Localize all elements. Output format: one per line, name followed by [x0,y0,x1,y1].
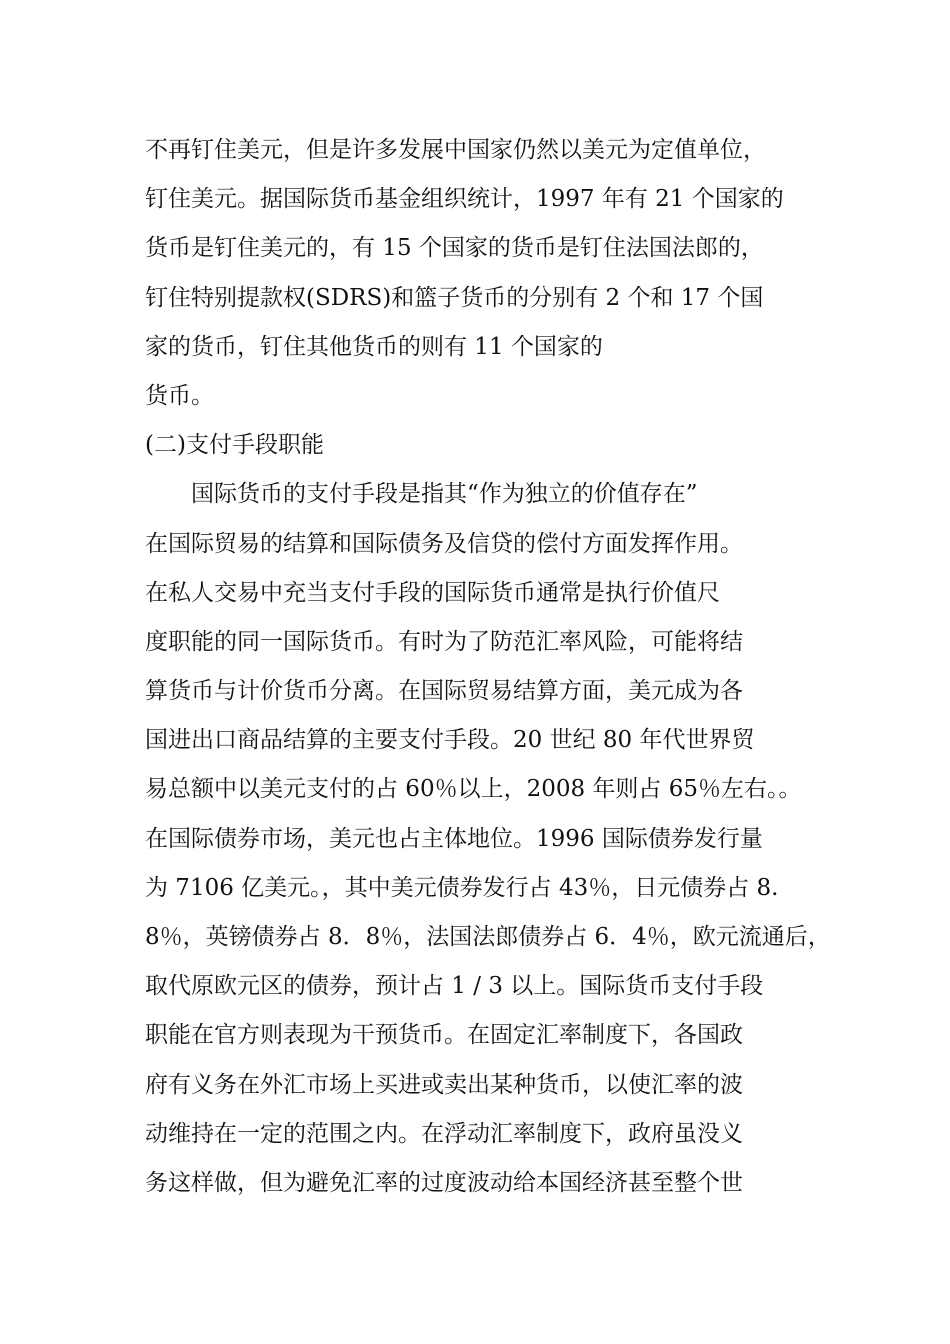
text-line: 钉住特别提款权(SDRS)和篮子货币的分别有 2 个和 17 个国 [145,284,764,311]
text-line: 货币。 [145,382,214,409]
paragraph-first-line: 国际货币的支付手段是指其“作为独立的价值存在” [191,481,698,508]
section-heading: (二)支付手段职能 [145,432,324,459]
text-line: 在私人交易中充当支付手段的国际货币通常是执行价值尺 [145,579,720,606]
text-line: 职能在官方则表现为干预货币。在固定汇率制度下，各国政 [145,1022,743,1049]
text-line: 家的货币，钉住其他货币的则有 11 个国家的 [145,333,603,360]
text-line: 国进出口商品结算的主要支付手段。20 世纪 80 年代世界贸 [145,727,755,754]
text-line: 在国际贸易的结算和国际债务及信贷的偿付方面发挥作用。 [145,530,743,557]
body-text [145,126,831,1208]
text-line: 在国际债券市场，美元也占主体地位。1996 国际债券发行量 [145,825,763,852]
text-line: 货币是钉住美元的，有 15 个国家的货币是钉住法国法郎的， [145,235,764,262]
text-line: 务这样做，但为避免汇率的过度波动给本国经济甚至整个世 [145,1169,743,1196]
text-line: 取代原欧元区的债券，预计占 1 / 3 以上。国际货币支付手段 [145,973,764,1000]
text-line: 府有义务在外汇市场上买进或卖出某种货币，以使汇率的波 [145,1071,743,1098]
text-line: 8％，英镑债券占 8．8％，法国法郎债券占 6．4％，欧元流通后， [145,924,831,950]
text-line: 为 7106 亿美元。，其中美元债券发行占 43％，日元债券占 8. [145,874,779,901]
text-line: 算货币与计价货币分离。在国际贸易结算方面，美元成为各 [145,678,743,705]
text-line: 不再钉住美元，但是许多发展中国家仍然以美元为定值单位， [145,137,766,163]
text-line: 动维持在一定的范围之内。在浮动汇率制度下，政府虽没义 [145,1120,743,1147]
text-line: 度职能的同一国际货币。有时为了防范汇率风险，可能将结 [145,628,743,655]
text-line: 钉住美元。据国际货币基金组织统计，1997 年有 21 个国家的 [145,186,784,213]
text-line: 易总额中以美元支付的占 60％以上，2008 年则占 65％左右。。 [145,776,802,803]
